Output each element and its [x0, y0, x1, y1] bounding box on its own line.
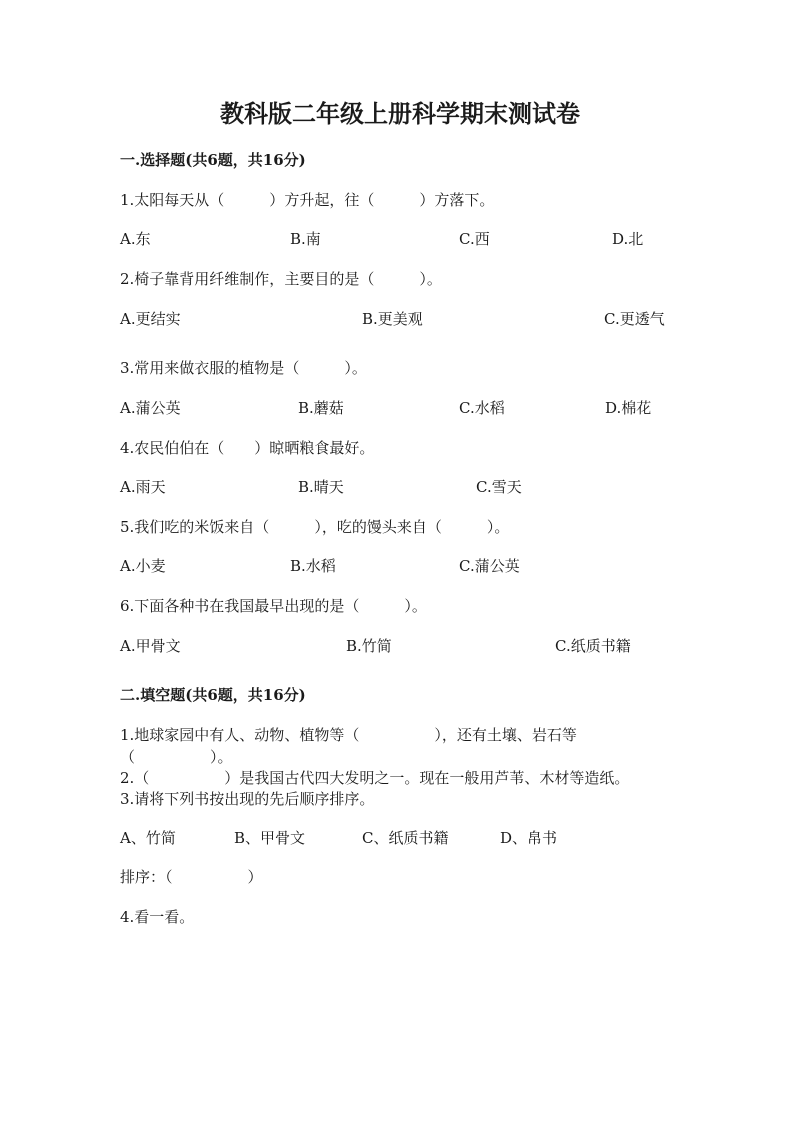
option-a: A.小麦: [120, 557, 166, 575]
option-a: A.蒲公英: [120, 399, 181, 417]
option-c: C.西: [459, 230, 490, 248]
option-c: C.纸质书籍: [555, 637, 631, 655]
section-heading-choice: 一.选择题(共6题，共16分): [120, 151, 306, 169]
question-stem: 3.常用来做衣服的植物是（ ）。: [120, 359, 367, 377]
question-stem: 1.太阳每天从（ ）方升起，往（ ）方落下。: [120, 191, 495, 209]
question-stem: 2.（ ）是我国古代四大发明之一。现在一般用芦苇、木材等造纸。: [120, 769, 630, 787]
option-c: C.雪天: [476, 478, 522, 496]
question-stem: 1.地球家园中有人、动物、植物等（ ），还有土壤、岩石等: [120, 726, 577, 744]
question-stem: 6.下面各种书在我国最早出现的是（ ）。: [120, 597, 427, 615]
option-c: C.水稻: [459, 399, 505, 417]
page-title: 教科版二年级上册科学期末测试卷: [220, 99, 580, 128]
question-stem: 3.请将下列书按出现的先后顺序排序。: [120, 790, 375, 808]
option-a: A.更结实: [120, 310, 181, 328]
question-stem: 5.我们吃的米饭来自（ ），吃的馒头来自（ ）。: [120, 518, 510, 536]
option-a: A.雨天: [120, 478, 166, 496]
option-a: A.甲骨文: [120, 637, 181, 655]
question-stem: 4.看一看。: [120, 908, 195, 926]
question-stem: 2.椅子靠背用纤维制作，主要目的是（ ）。: [120, 270, 442, 288]
option-a: A.东: [120, 230, 151, 248]
option-d: D.棉花: [605, 399, 652, 417]
option-b: B.更美观: [362, 310, 423, 328]
option-b: B.蘑菇: [298, 399, 344, 417]
option-b: B.晴天: [298, 478, 344, 496]
option-b: B.南: [290, 230, 321, 248]
question-stem-continued: （ ）。: [120, 748, 233, 766]
option-b: B.竹简: [346, 637, 392, 655]
section-heading-fill: 二.填空题(共6题，共16分): [120, 686, 306, 704]
order-option-d: D、帛书: [500, 829, 558, 847]
question-stem: 4.农民伯伯在（ ）晾晒粮食最好。: [120, 439, 375, 457]
option-d: D.北: [612, 230, 644, 248]
option-b: B.水稻: [290, 557, 336, 575]
order-answer-blank: 排序：（ ）: [120, 868, 263, 886]
order-option-a: A、竹简: [120, 829, 176, 847]
option-c: C.蒲公英: [459, 557, 520, 575]
order-option-c: C、纸质书籍: [362, 829, 449, 847]
option-c: C.更透气: [604, 310, 665, 328]
order-option-b: B、甲骨文: [234, 829, 306, 847]
